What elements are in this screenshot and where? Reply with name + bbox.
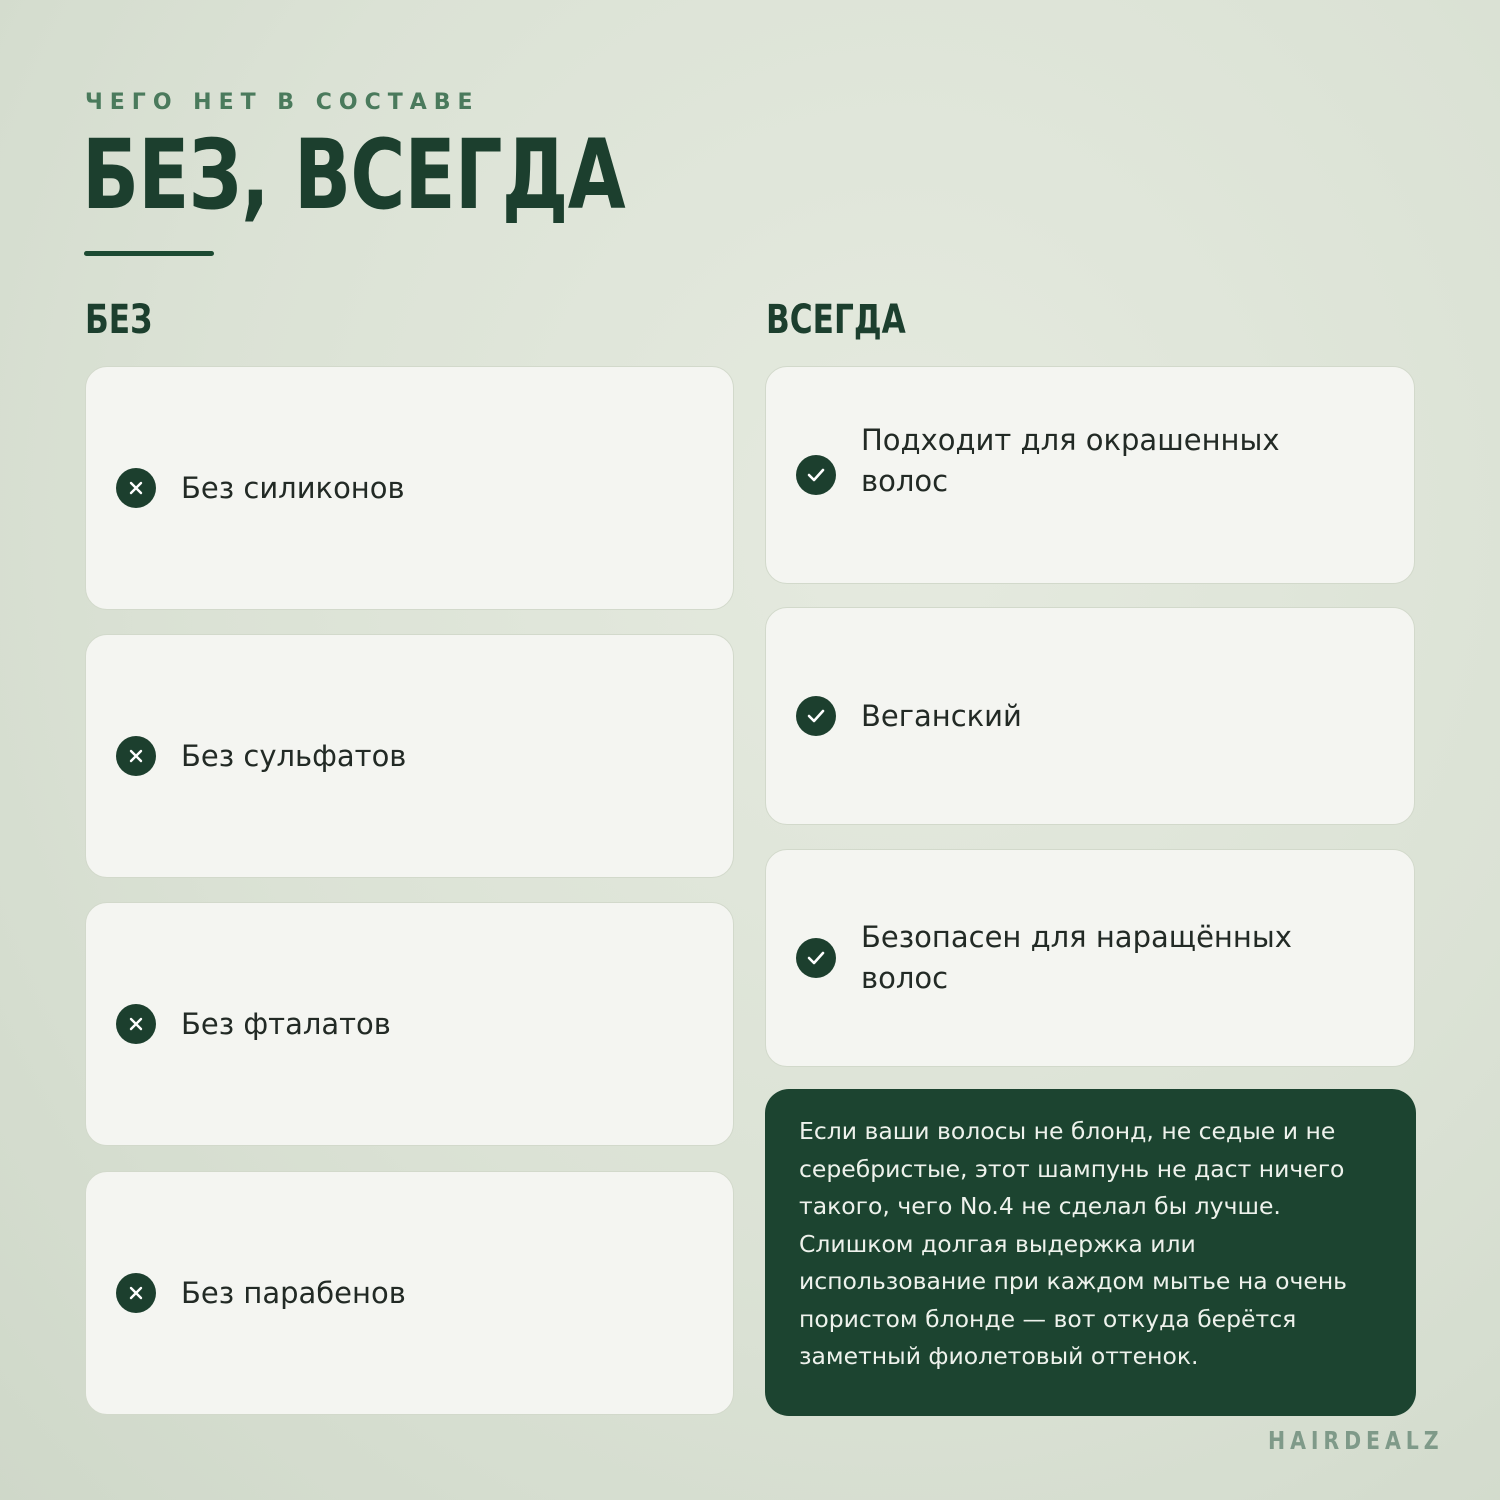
without-item (85, 1171, 734, 1415)
without-item-label: Без силиконов (181, 470, 405, 505)
page-title: БЕЗ, ВСЕГДА (82, 119, 625, 231)
section-eyebrow: ЧЕГО НЕТ В СОСТАВЕ (85, 90, 480, 115)
always-column-title: ВСЕГДА (766, 297, 906, 343)
check-icon (796, 696, 836, 736)
without-item-label: Без сульфатов (181, 738, 407, 773)
always-item (765, 849, 1415, 1067)
x-icon (116, 1273, 156, 1313)
note-card (765, 1089, 1416, 1416)
check-icon (796, 938, 836, 978)
title-underline (84, 251, 214, 256)
always-item (765, 607, 1415, 825)
without-column-title: БЕЗ (85, 297, 153, 343)
check-icon (796, 455, 836, 495)
always-item-label: Веганский (861, 698, 1022, 733)
x-icon (116, 736, 156, 776)
without-item (85, 902, 734, 1146)
note-text: Если ваши волосы не блонд, не седые и не серебристые, этот шампунь не даст ничего такого, чего No.4 не сделал бы лучше. Слишком долгая выдержка или использование при каждом мытье на очень пористом блонде — вот откуда берётся заметный фиолетовый оттенок. (799, 1117, 1348, 1370)
without-item (85, 366, 734, 610)
always-item-label: Подходит для окрашенных волос (861, 423, 1280, 498)
always-item-label: Безопасен для наращённых волос (861, 920, 1292, 995)
always-item (765, 366, 1415, 584)
brand-logo: HAIRDEALZ (1268, 1426, 1444, 1455)
without-item-label: Без фталатов (181, 1006, 391, 1041)
x-icon (116, 1004, 156, 1044)
without-item (85, 634, 734, 878)
x-icon (116, 468, 156, 508)
without-item-label: Без парабенов (181, 1275, 406, 1310)
